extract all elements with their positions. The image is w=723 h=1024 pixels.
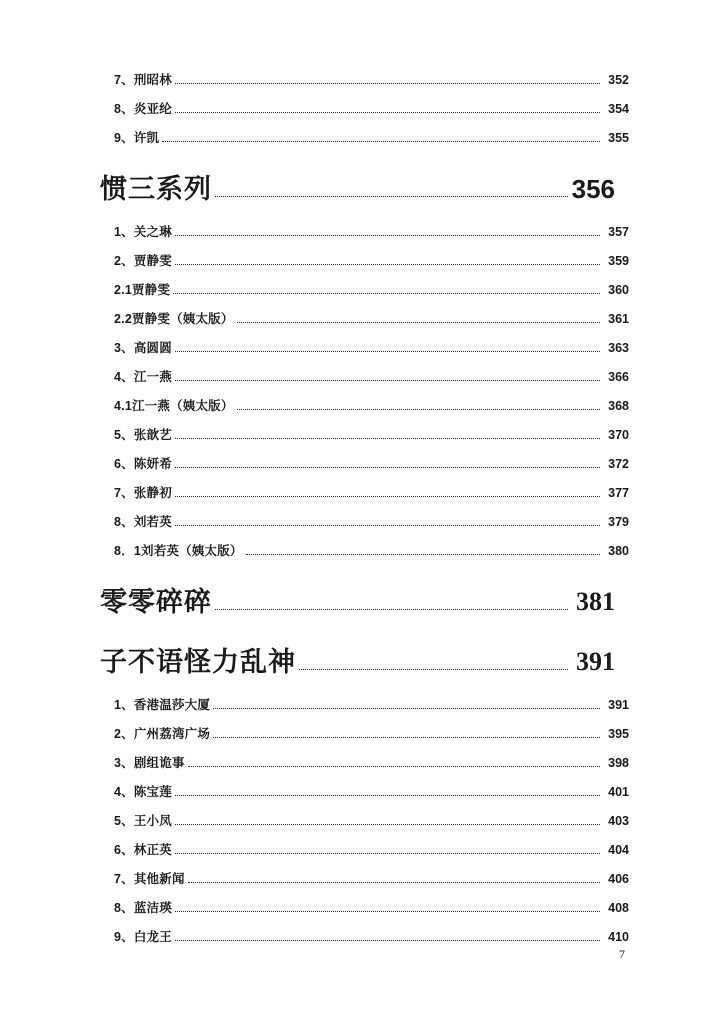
toc-chapter-page-number: 381	[576, 587, 615, 616]
toc-entry-page-number: 406	[608, 872, 629, 886]
toc-entry-page-number: 410	[608, 930, 629, 944]
toc-entry-row[interactable]	[100, 697, 629, 713]
toc-entry-label: 5、王小凤	[114, 814, 172, 828]
toc-entry-page-number: 372	[608, 457, 629, 471]
toc-entry-row[interactable]	[100, 340, 629, 356]
toc-leader-dots	[175, 939, 600, 941]
toc-entry-page-number: 352	[608, 73, 629, 87]
toc-leader-dots	[175, 437, 600, 439]
toc-entry-row[interactable]	[100, 456, 629, 472]
toc-leader-dots	[175, 852, 600, 854]
toc-entry-label: 6、林正英	[114, 843, 172, 857]
toc-entry-page-number: 379	[608, 515, 629, 529]
toc-entry-row[interactable]	[100, 130, 629, 146]
toc-leader-dots	[175, 111, 600, 113]
toc-leader-dots	[188, 881, 600, 883]
toc-entry-page-number: 398	[608, 756, 629, 770]
toc-entry-row[interactable]	[100, 842, 629, 858]
toc-leader-dots	[237, 408, 600, 410]
toc-chapter-label: 惯三系列	[100, 174, 212, 204]
toc-leader-dots	[175, 82, 600, 84]
toc-entry-row[interactable]	[100, 485, 629, 501]
toc-chapter-label: 子不语怪力乱神	[100, 647, 296, 677]
toc-entry-label: 3、剧组诡事	[114, 756, 185, 770]
toc-entry-label: 4、江一燕	[114, 370, 172, 384]
toc-leader-dots	[213, 736, 600, 738]
toc-leader-dots	[175, 794, 600, 796]
toc-leader-dots	[237, 321, 600, 323]
toc-chapter-row[interactable]	[100, 585, 615, 619]
toc-entry-row[interactable]	[100, 929, 629, 945]
toc-leader-dots	[213, 707, 600, 709]
toc-entry-label: 4、陈宝莲	[114, 785, 172, 799]
toc-entry-label: 8、蓝洁瑛	[114, 901, 172, 915]
toc-entry-row[interactable]	[100, 369, 629, 385]
toc-leader-dots	[299, 668, 568, 670]
toc-chapter-row[interactable]	[100, 645, 615, 679]
toc-leader-dots	[175, 910, 600, 912]
toc-leader-dots	[175, 495, 600, 497]
toc-entry-row[interactable]	[100, 101, 629, 117]
toc-leader-dots	[215, 608, 568, 610]
toc-leader-dots	[162, 140, 600, 142]
toc-leader-dots	[175, 524, 600, 526]
toc-entry-row[interactable]	[100, 282, 629, 298]
toc-leader-dots	[215, 195, 568, 197]
toc-entry-page-number: 391	[608, 698, 629, 712]
toc-entry-row[interactable]	[100, 543, 629, 559]
toc-chapter-label: 零零碎碎	[100, 587, 212, 617]
toc-entry-row[interactable]	[100, 755, 629, 771]
toc-entry-label: 1、关之琳	[114, 225, 172, 239]
toc-entry-label: 7、刑昭林	[114, 73, 172, 87]
toc-leader-dots	[246, 553, 600, 555]
toc-entry-page-number: 360	[608, 283, 629, 297]
toc-entry-label: 9、许凯	[114, 131, 160, 145]
toc-entry-label: 7、其他新闻	[114, 872, 185, 886]
toc-leader-dots	[175, 350, 600, 352]
toc-entry-row[interactable]	[100, 784, 629, 800]
toc-entry-row[interactable]	[100, 72, 629, 88]
toc-entry-page-number: 408	[608, 901, 629, 915]
toc-entry-label: 8、刘若英	[114, 515, 172, 529]
toc-entry-label: 2.1贾静雯	[114, 283, 171, 297]
toc-entry-page-number: 403	[608, 814, 629, 828]
toc-chapter-row[interactable]	[100, 172, 615, 206]
toc-leader-dots	[188, 765, 600, 767]
toc-entry-row[interactable]	[100, 427, 629, 443]
toc-entry-row[interactable]	[100, 900, 629, 916]
toc-entry-page-number: 363	[608, 341, 629, 355]
toc-entry-label: 4.1江一燕（姨太版）	[114, 399, 234, 413]
table-of-contents	[100, 72, 629, 945]
toc-entry-page-number: 370	[608, 428, 629, 442]
toc-entry-page-number: 354	[608, 102, 629, 116]
toc-entry-label: 8．1刘若英（姨太版）	[114, 544, 243, 558]
toc-entry-page-number: 361	[608, 312, 629, 326]
toc-leader-dots	[175, 823, 600, 825]
toc-entry-row[interactable]	[100, 253, 629, 269]
toc-entry-page-number: 395	[608, 727, 629, 741]
toc-entry-page-number: 380	[608, 544, 629, 558]
toc-entry-page-number: 355	[608, 131, 629, 145]
toc-entry-row[interactable]	[100, 398, 629, 414]
toc-chapter-page-number: 356	[571, 174, 615, 204]
toc-entry-page-number: 357	[608, 225, 629, 239]
toc-leader-dots	[173, 292, 600, 294]
toc-entry-label: 2、贾静雯	[114, 254, 172, 268]
page-folio: 7	[619, 947, 625, 961]
toc-entry-label: 3、高圆圆	[114, 341, 172, 355]
toc-entry-label: 8、炎亚纶	[114, 102, 172, 116]
toc-leader-dots	[175, 466, 600, 468]
toc-entry-row[interactable]	[100, 813, 629, 829]
toc-entry-label: 7、张静初	[114, 486, 172, 500]
toc-entry-page-number: 366	[608, 370, 629, 384]
toc-entry-label: 9、白龙王	[114, 930, 172, 944]
toc-entry-row[interactable]	[100, 224, 629, 240]
toc-entry-row[interactable]	[100, 311, 629, 327]
toc-leader-dots	[175, 263, 600, 265]
toc-entry-label: 6、陈妍希	[114, 457, 172, 471]
toc-entry-row[interactable]	[100, 871, 629, 887]
toc-entry-label: 2.2贾静雯（姨太版）	[114, 312, 234, 326]
toc-entry-label: 5、张歆艺	[114, 428, 172, 442]
toc-entry-page-number: 404	[608, 843, 629, 857]
toc-chapter-page-number: 391	[576, 647, 615, 676]
toc-leader-dots	[175, 234, 600, 236]
toc-entry-label: 2、广州荔湾广场	[114, 727, 211, 741]
toc-entry-row[interactable]	[100, 726, 629, 742]
toc-entry-label: 1、香港温莎大厦	[114, 698, 211, 712]
toc-leader-dots	[175, 379, 600, 381]
toc-entry-page-number: 377	[608, 486, 629, 500]
toc-entry-page-number: 368	[608, 399, 629, 413]
toc-entry-page-number: 359	[608, 254, 629, 268]
toc-entry-page-number: 401	[608, 785, 629, 799]
toc-entry-row[interactable]	[100, 514, 629, 530]
